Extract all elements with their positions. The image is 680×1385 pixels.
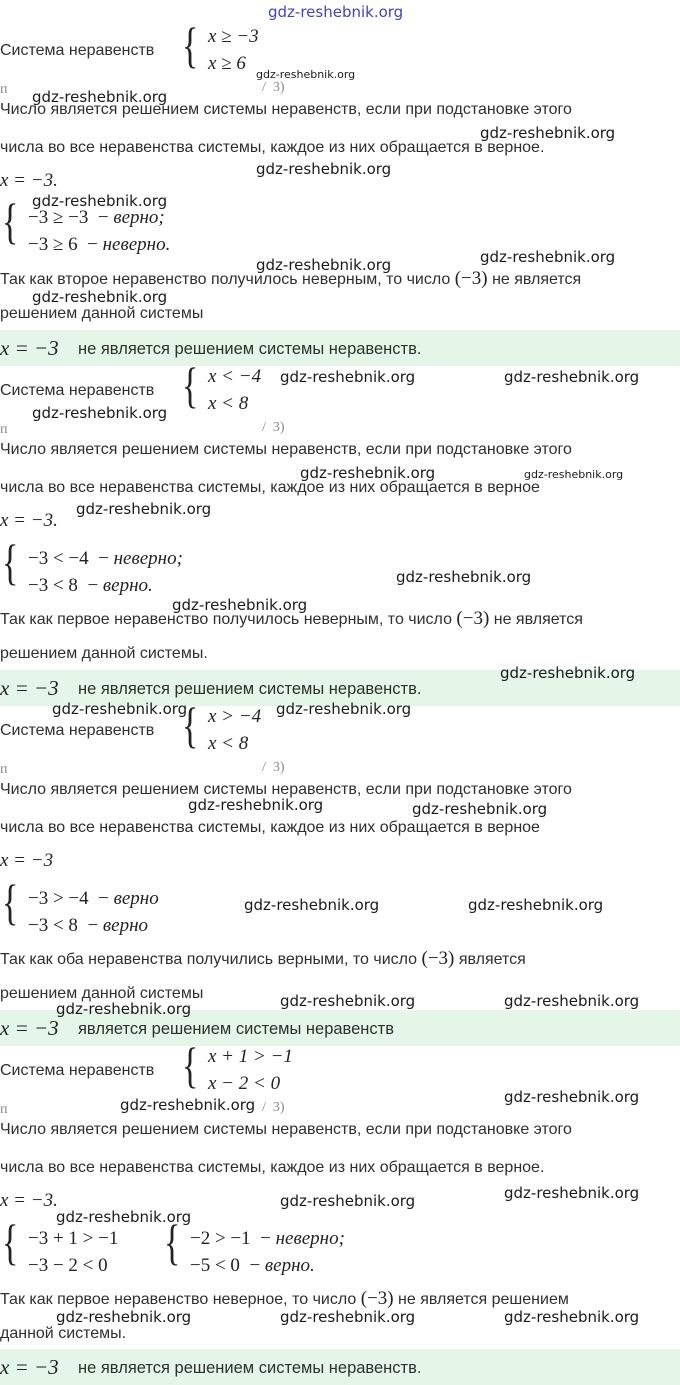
- answer-box: [0, 330, 680, 366]
- system-ineq-2: x − 2 < 0: [208, 1073, 281, 1094]
- check-2: −3 − 2 < 0: [28, 1255, 108, 1276]
- watermark: gdz-reshebnik.org: [172, 596, 308, 614]
- system-label: Система неравенств: [0, 382, 155, 399]
- system-ineq-2: x ≥ 6: [208, 53, 246, 74]
- conclusion-line-2: решением данной системы: [0, 985, 204, 1002]
- conclusion-line-1: Так как первое неравенство получилось неверным, то число (−3) не является: [0, 608, 583, 629]
- watermark: gdz-reshebnik.org: [504, 1088, 640, 1106]
- watermark: gdz-reshebnik.org: [32, 404, 168, 422]
- watermark: gdz-reshebnik.org: [276, 700, 412, 718]
- watermark: gdz-reshebnik.org: [300, 464, 436, 482]
- system-label: Система неравенств: [0, 722, 155, 739]
- system-ineq-1: x + 1 > −1: [208, 1046, 293, 1067]
- conclusion-line-2: решением данной системы.: [0, 645, 208, 662]
- system-ineq-1: x ≥ −3: [208, 26, 259, 47]
- system-brace: {: [182, 360, 199, 414]
- watermark: gdz-reshebnik.org: [412, 800, 548, 818]
- check-2: −3 < 8 − верно: [28, 915, 149, 936]
- watermark: gdz-reshebnik.org: [280, 368, 416, 386]
- system-brace: {: [182, 700, 199, 754]
- check-brace-2: {: [164, 1217, 181, 1271]
- check-2: −3 < 8 − верно.: [28, 575, 153, 596]
- answer-math: x = −3: [0, 676, 59, 700]
- x-value: x = −3: [0, 850, 54, 871]
- watermark: gdz-reshebnik.org: [76, 500, 212, 518]
- watermark: gdz-reshebnik.org: [188, 796, 324, 814]
- watermark: gdz-reshebnik.org: [32, 192, 168, 210]
- watermark: gdz-reshebnik.org: [504, 1184, 640, 1202]
- definition-line-1: Число является решением системы неравенств, если при подстановке этого: [0, 441, 572, 458]
- check-1: −3 + 1 > −1: [28, 1228, 119, 1249]
- answer-text: является решением системы неравенств: [78, 1020, 394, 1038]
- system-label: Система неравенств: [0, 42, 155, 59]
- watermark: gdz-reshebnik.org: [256, 160, 392, 178]
- watermark: gdz-reshebnik.org: [244, 896, 380, 914]
- check-1: −3 < −4 − неверно;: [28, 548, 183, 569]
- watermark: gdz-reshebnik.org: [256, 68, 356, 81]
- answer-text: не является решением системы неравенств.: [78, 680, 422, 698]
- system-ineq-1: x < −4: [208, 366, 262, 387]
- definition-line-1: Число является решением системы неравенств, если при подстановке этого: [0, 781, 572, 798]
- conclusion-line-1: Так как второе неравенство получилось неверным, то число (−3) не является: [0, 268, 582, 289]
- system-ineq-2: x < 8: [208, 393, 249, 414]
- definition-line-2: числа во все неравенства системы, каждое из них обращается в верное.: [0, 1159, 545, 1176]
- watermark: gdz-reshebnik.org: [280, 1308, 416, 1326]
- watermark: gdz-reshebnik.org: [468, 896, 604, 914]
- check-brace: {: [2, 196, 19, 250]
- definition-line-2: числа во все неравенства системы, каждое из них обращается в верное: [0, 479, 540, 496]
- watermark: gdz-reshebnik.org: [480, 124, 616, 142]
- x-value: x = −3.: [0, 510, 58, 531]
- check-3: −2 > −1 − неверно;: [190, 1228, 345, 1249]
- watermark: gdz-reshebnik.org: [120, 1096, 256, 1114]
- definition-line-1: Число является решением системы неравенств, если при подстановке этого: [0, 101, 572, 118]
- watermark: gdz-reshebnik.org: [504, 1308, 640, 1326]
- watermark: gdz-reshebnik.org: [504, 992, 640, 1010]
- answer-math: x = −3: [0, 336, 59, 360]
- check-brace: {: [2, 1217, 19, 1271]
- definition-line-2: числа во все неравенства системы, каждое из них обращается в верное.: [0, 139, 545, 156]
- answer-text: не является решением системы неравенств.: [78, 340, 422, 358]
- x-value: x = −3.: [0, 1190, 58, 1211]
- definition-line-1: Число является решением системы неравенств, если при подстановке этого: [0, 1121, 572, 1138]
- watermark: gdz-reshebnik.org: [32, 88, 168, 106]
- answer-box: [0, 1349, 680, 1385]
- watermark: gdz-reshebnik.org: [52, 700, 188, 718]
- watermark: gdz-reshebnik.org: [504, 368, 640, 386]
- watermark: gdz-reshebnik.org: [524, 468, 624, 481]
- conclusion-line-1: Так как первое неравенство неверное, то число (−3) не является решением: [0, 1288, 569, 1309]
- watermark: gdz-reshebnik.org: [280, 992, 416, 1010]
- check-2: −3 ≥ 6 − неверно.: [28, 234, 171, 255]
- answer-text: не является решением системы неравенств.: [78, 1359, 422, 1377]
- check-1: −3 ≥ −3 − верно;: [28, 207, 165, 228]
- watermark: gdz-reshebnik.org: [56, 1308, 192, 1326]
- watermark: gdz-reshebnik.org: [56, 1000, 192, 1018]
- system-brace: {: [182, 1040, 199, 1094]
- system-label: Система неравенств: [0, 1062, 155, 1079]
- conclusion-line-1: Так как оба неравенства получились верными, то число (−3) является: [0, 948, 526, 969]
- check-brace: {: [2, 877, 19, 931]
- check-4: −5 < 0 − верно.: [190, 1255, 315, 1276]
- answer-math: x = −3: [0, 1016, 59, 1040]
- watermark: gdz-reshebnik.org: [396, 568, 532, 586]
- watermark: gdz-reshebnik.org: [56, 1208, 192, 1226]
- system-ineq-1: x > −4: [208, 706, 262, 727]
- x-value: x = −3.: [0, 170, 58, 191]
- watermark: gdz-reshebnik.org: [280, 1192, 416, 1210]
- check-1: −3 > −4 − верно: [28, 888, 159, 909]
- watermark: gdz-reshebnik.org: [268, 3, 404, 21]
- check-brace: {: [2, 537, 19, 591]
- answer-math: x = −3: [0, 1355, 59, 1379]
- watermark: gdz-reshebnik.org: [480, 248, 616, 266]
- watermark: gdz-reshebnik.org: [32, 288, 168, 306]
- watermark: gdz-reshebnik.org: [500, 664, 636, 682]
- system-brace: {: [182, 20, 199, 74]
- conclusion-line-2: решением данной системы: [0, 305, 204, 322]
- conclusion-line-2: данной системы.: [0, 1325, 127, 1342]
- system-ineq-2: x < 8: [208, 733, 249, 754]
- watermark: gdz-reshebnik.org: [256, 256, 392, 274]
- definition-line-2: числа во все неравенства системы, каждое из них обращается в верное: [0, 819, 540, 836]
